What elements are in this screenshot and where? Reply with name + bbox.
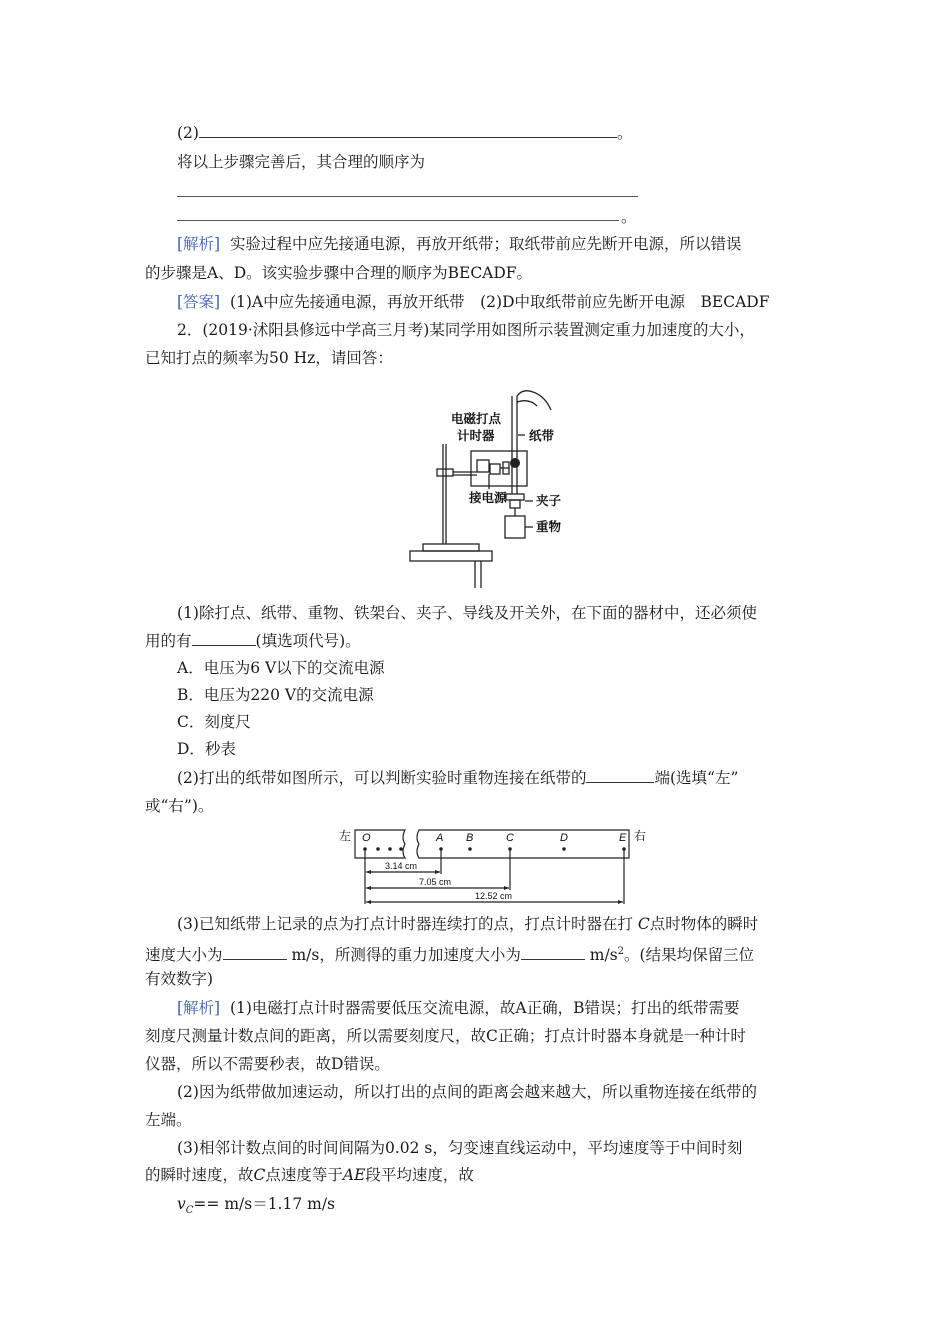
p3-text-e2: 。(结果均保留三位 xyxy=(624,946,755,965)
item2-line xyxy=(177,122,632,144)
answer-blank[interactable] xyxy=(223,944,287,960)
sol3-l1: (3)相邻计数点间的时间间隔为0.02 s，匀变速直线运动中，平均速度等于中间时刻 xyxy=(177,1139,743,1157)
sol3-text-a: 的瞬时速度，故 xyxy=(145,1166,254,1184)
point-e: E xyxy=(619,832,627,844)
p3-point-c: C xyxy=(637,915,650,933)
order-prompt: 将以上步骤完善后，其合理的顺序为 xyxy=(177,153,426,171)
sol1-l3: 仪器，所以不需要秒表，故D错误。 xyxy=(145,1055,390,1073)
q2-stem-1: 2．(2019·沭阳县修远中学高三月考)某同学用如图所示装置测定重力加速度的大小， xyxy=(177,321,755,339)
q2-p1-l2 xyxy=(145,630,361,652)
point-b: B xyxy=(466,832,474,844)
p1-text-a: 用的有 xyxy=(145,632,192,650)
point-d: D xyxy=(560,832,568,844)
analysis-tag: [解析] xyxy=(177,235,221,253)
dim-label-2: 7.05 cm xyxy=(419,877,452,887)
sol3-l3 xyxy=(177,1193,335,1222)
answer-tag: [答案] xyxy=(177,293,221,311)
label-weight: 重物 xyxy=(536,520,562,534)
p3-text-a2: 速度大小为 xyxy=(145,946,223,965)
tape-figure xyxy=(333,824,653,908)
answer-blank[interactable] xyxy=(586,767,654,783)
velocity-subscript: C xyxy=(185,1205,194,1217)
velocity-result: == m/s＝1.17 m/s xyxy=(193,1195,336,1213)
dim-label-1: 3.14 cm xyxy=(385,861,418,871)
sol2-l2: 左端。 xyxy=(145,1111,192,1129)
answer-blank[interactable] xyxy=(199,122,617,138)
label-power: 接电源 xyxy=(469,491,507,505)
p2-text-b: 端(选填“左” xyxy=(654,769,739,787)
answer-blank[interactable] xyxy=(192,630,256,646)
p3-text-a: (3)已知纸带上记录的点为打点计时器连续打的点，打点计时器在打 xyxy=(177,915,633,933)
answer-line[interactable] xyxy=(177,196,638,197)
answer-line[interactable] xyxy=(177,220,619,221)
item2-end: 。 xyxy=(616,124,633,142)
option-d: D．秒表 xyxy=(177,740,236,758)
q2-stem-2: 已知打点的频率为50 Hz，请回答： xyxy=(145,349,393,367)
stand-base xyxy=(410,551,492,561)
clip xyxy=(506,494,524,500)
q2-p2-l1 xyxy=(177,767,738,789)
label-tape: 纸带 xyxy=(529,429,555,443)
p3-unit: m/s xyxy=(589,946,618,965)
q2-p3-l2 xyxy=(145,941,754,966)
analysis-text: 实验过程中应先接通电源，再放开纸带；取纸带前应先断开电源，所以错误 xyxy=(229,235,742,253)
sol3-text-c: 点速度等于 xyxy=(265,1166,343,1184)
q2-p3-l3: 有效数字) xyxy=(145,970,214,988)
point-o: O xyxy=(362,832,371,844)
sol3-text-e: 段平均速度，故 xyxy=(365,1166,474,1184)
stand-base-top xyxy=(423,544,479,551)
timer-body xyxy=(471,451,527,486)
answer-text: (1)A中应先接通电源，再放开纸带 (2)D中取纸带前应先断开电源 BECADF xyxy=(229,293,770,311)
label-right: 右 xyxy=(634,829,647,843)
q2-p1-l1: (1)除打点、纸带、重物、铁架台、夹子、导线及开关外，在下面的器材中，还必须使 xyxy=(177,604,757,622)
sol3-point-c: C xyxy=(253,1166,266,1184)
item2-label: (2) xyxy=(177,124,199,142)
label-timer-2: 计时器 xyxy=(457,429,495,443)
point-a: A xyxy=(436,832,444,844)
sol1-text: (1)电磁打点计时器需要低压交流电源，故A正确，B错误；打出的纸带需要 xyxy=(229,999,740,1017)
weight xyxy=(505,516,525,538)
order-end: 。 xyxy=(621,208,637,226)
apparatus-figure xyxy=(405,378,562,593)
solution-tag: [解析] xyxy=(177,999,221,1017)
p2-text-a: (2)打出的纸带如图所示，可以判断实验时重物连接在纸带的 xyxy=(177,769,587,787)
velocity-symbol: v xyxy=(177,1195,186,1213)
p3-text-d: 点时物体的瞬时 xyxy=(649,915,759,933)
analysis-line-1 xyxy=(177,233,741,255)
option-c: C．刻度尺 xyxy=(177,713,251,731)
point-c: C xyxy=(506,832,514,844)
sol3-l2 xyxy=(145,1164,474,1186)
p1-text-b: (填选项代号)。 xyxy=(255,632,361,650)
tape-roller xyxy=(510,458,520,468)
p3-unit-exp: 2 xyxy=(617,946,625,957)
sol2-l1: (2)因为纸带做加速运动，所以打出的点间的距离会越来越大，所以重物连接在纸带的 xyxy=(177,1083,757,1101)
option-b: B．电压为220 V的交流电源 xyxy=(177,686,374,704)
label-timer-1: 电磁打点 xyxy=(451,412,502,426)
label-left: 左 xyxy=(339,829,352,843)
tape-right-segment xyxy=(417,830,629,858)
sol1-l2: 刻度尺测量计数点间的距离，所以需要刻度尺，故C正确；打点计时器本身就是一种计时 xyxy=(145,1027,746,1045)
label-clip: 夹子 xyxy=(536,494,562,508)
sol1-l1 xyxy=(177,997,740,1019)
sol3-segment-ae: AE xyxy=(342,1166,366,1184)
q2-p3-l1 xyxy=(177,913,758,935)
answer-line-text xyxy=(177,291,769,313)
option-a: A．电压为6 V以下的交流电源 xyxy=(177,659,385,677)
dim-label-3: 12.52 cm xyxy=(475,891,513,901)
q2-p2-l2: 或“右”)。 xyxy=(145,797,214,815)
analysis-line-2: 的步骤是A、D。该实验步骤中合理的顺序为BECADF。 xyxy=(145,264,533,282)
answer-blank[interactable] xyxy=(521,944,585,960)
p3-text-b2: m/s，所测得的重力加速度大小为 xyxy=(291,946,521,965)
